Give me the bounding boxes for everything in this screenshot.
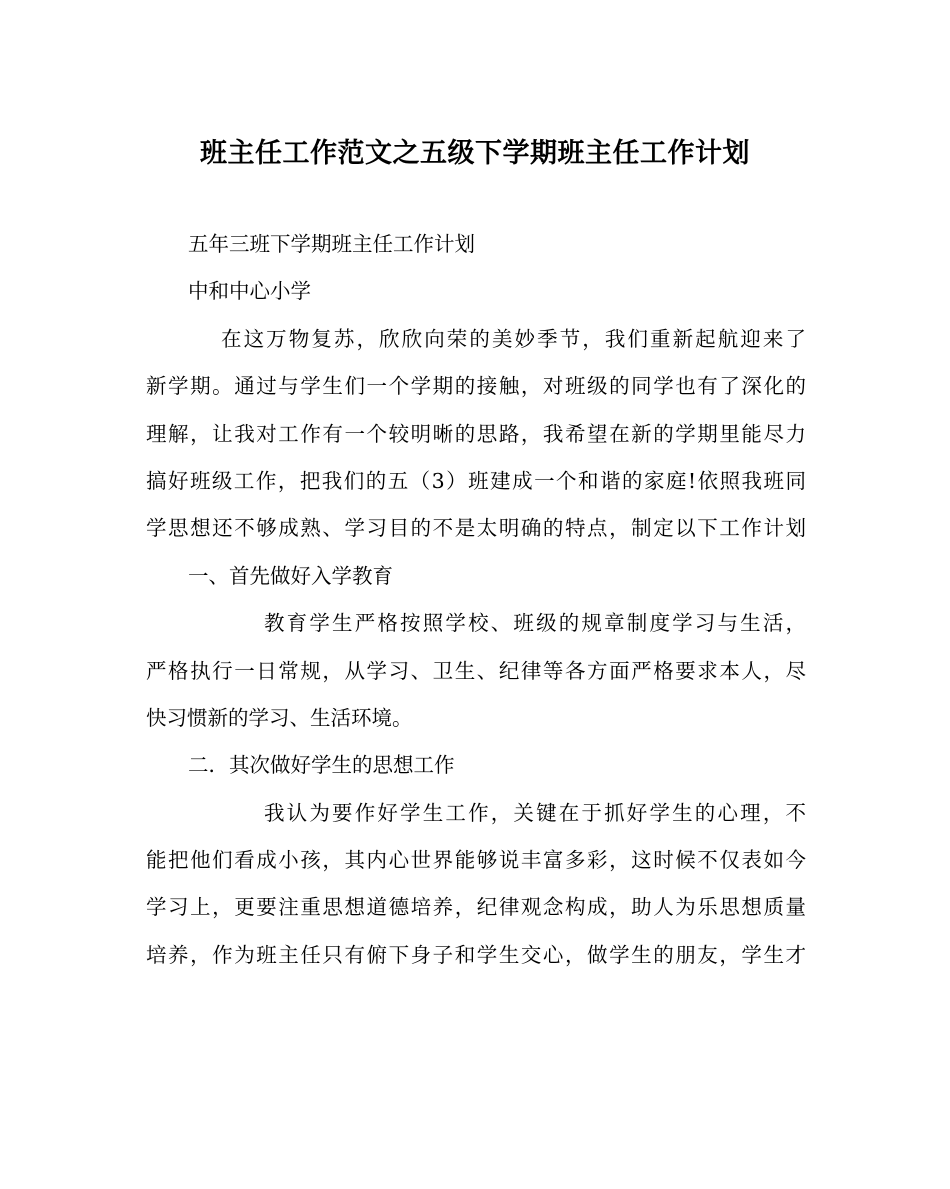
paragraph-line: 理解，让我对工作有一个较明晰的思路，我希望在新的学期里能尽力 xyxy=(146,421,806,446)
paragraph-line: 培养，作为班主任只有俯下身子和学生交心，做学生的朋友，学生才 xyxy=(146,942,806,967)
paragraph-line: 搞好班级工作，把我们的五（3）班建成一个和谐的家庭!依照我班同 xyxy=(146,468,806,493)
paragraph-line: 新学期。通过与学生们一个学期的接触，对班级的同学也有了深化的 xyxy=(146,374,806,399)
document-body xyxy=(146,221,806,979)
paragraph-line: 我认为要作好学生工作，关键在于抓好学生的心理，不 xyxy=(264,800,806,825)
paragraph-line: 学思想还不够成熟、学习目的不是太明确的特点，制定以下工作计划 xyxy=(146,516,806,541)
section-heading-1: 一、首先做好入学教育 xyxy=(188,563,393,588)
subtitle-line: 五年三班下学期班主任工作计划 xyxy=(188,232,475,256)
school-name-line: 中和中心小学 xyxy=(188,279,311,304)
paragraph-line: 能把他们看成小孩，其内心世界能够说丰富多彩，这时候不仅表如今 xyxy=(146,848,806,873)
document-title: 班主任工作范文之五级下学期班主任工作计划 xyxy=(200,138,750,169)
paragraph-line: 严格执行一日常规，从学习、卫生、纪律等各方面严格要求本人，尽 xyxy=(146,658,806,683)
paragraph-line: 教育学生严格按照学校、班级的规章制度学习与生活， xyxy=(264,611,806,636)
section-heading-2: 二．其次做好学生的思想工作 xyxy=(188,753,455,778)
paragraph-line: 学习上，更要注重思想道德培养，纪律观念构成，助人为乐思想质量 xyxy=(146,895,806,920)
paragraph-line: 快习惯新的学习、生活环境。 xyxy=(146,705,413,730)
paragraph-line: 在这万物复苏，欣欣向荣的美妙季节，我们重新起航迎来了 xyxy=(221,326,806,351)
